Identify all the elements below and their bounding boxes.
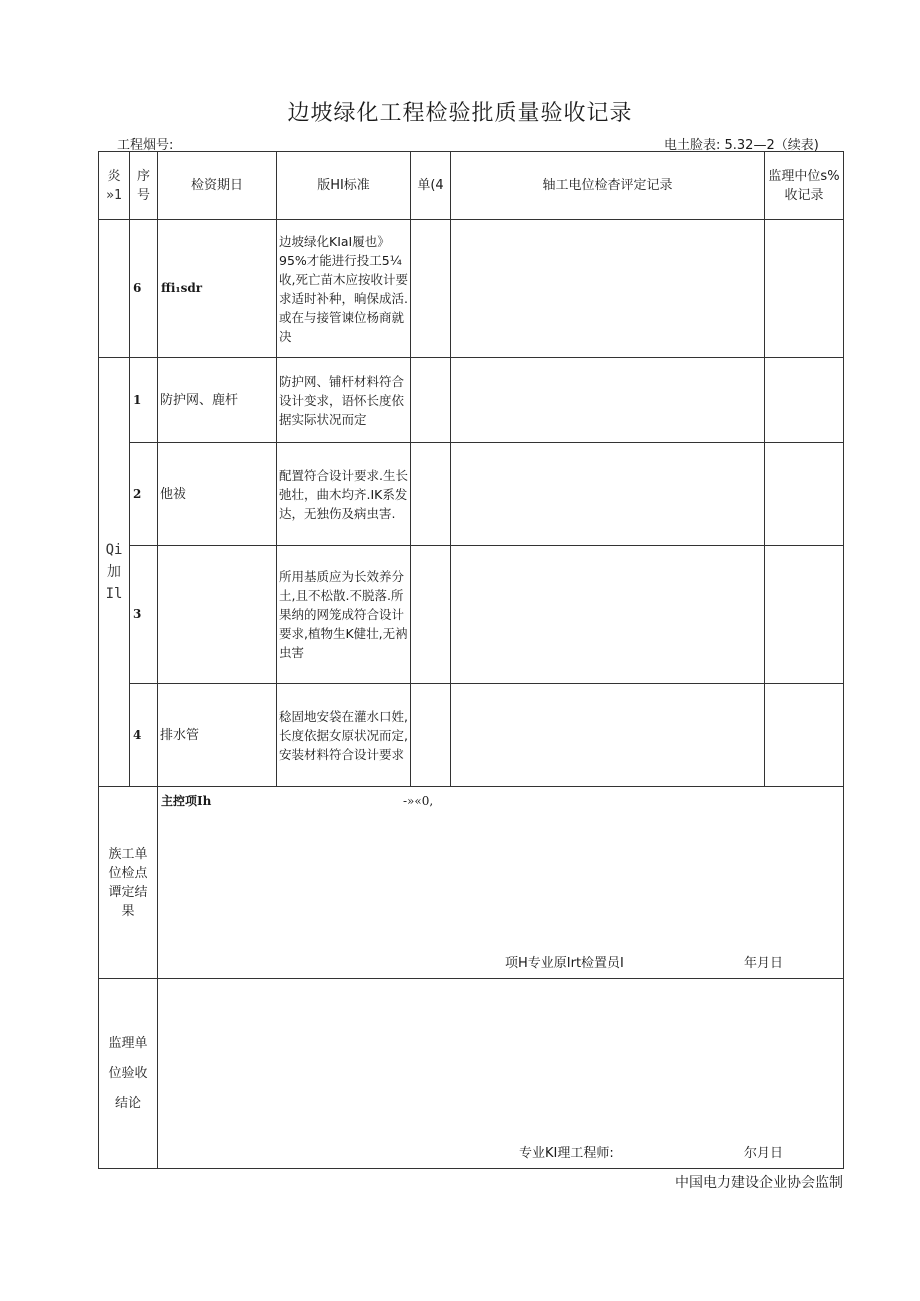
supervisor-signature-label: 专业KI理工程师: bbox=[519, 1146, 614, 1161]
construction-result-label: 族工单位检点谭定结果 bbox=[99, 787, 158, 979]
supervision-cell[interactable] bbox=[765, 220, 844, 358]
item-cell: 他祓 bbox=[158, 443, 277, 546]
main-control-label: 主控项Ih bbox=[161, 794, 212, 808]
unit-cell[interactable] bbox=[411, 220, 451, 358]
unit-cell[interactable] bbox=[411, 546, 451, 684]
unit-cell[interactable] bbox=[411, 684, 451, 787]
supervision-result-label: 监理单位验收结论 bbox=[99, 979, 158, 1169]
standard-cell: 边坡绿化KIaI履也》95%才能进行投工5¼收,死亡苗木应按收计要求适时补种，晌保成活.或在与接管谏位杨商就决 bbox=[277, 220, 411, 358]
supervision-cell[interactable] bbox=[765, 443, 844, 546]
item-cell: ffi₁sdr bbox=[158, 220, 277, 358]
item-cell: 排水管 bbox=[158, 684, 277, 787]
inspection-record-table bbox=[98, 151, 844, 1169]
general-group-label: Qi 加 Il bbox=[99, 358, 130, 787]
supervision-date: 尔月日 bbox=[744, 1146, 784, 1161]
category-cell bbox=[99, 220, 130, 358]
supervision-result-row bbox=[99, 979, 844, 1169]
record-cell[interactable] bbox=[451, 358, 765, 443]
supervision-result-cell[interactable] bbox=[158, 979, 844, 1169]
table-row bbox=[99, 220, 844, 358]
seq-cell: 6 bbox=[130, 220, 158, 358]
record-cell[interactable] bbox=[451, 546, 765, 684]
header-record: 轴工电位检杳评定记录 bbox=[451, 152, 765, 220]
seq-cell: 3 bbox=[130, 546, 158, 684]
record-cell[interactable] bbox=[451, 443, 765, 546]
supervision-cell[interactable] bbox=[765, 546, 844, 684]
item-cell bbox=[158, 546, 277, 684]
standard-cell: 所用基质应为长效养分土,且不松散.不脱落.所果纳的网笼成符合设计要求,植物生K健壮,无衲虫害 bbox=[277, 546, 411, 684]
seq-cell: 4 bbox=[130, 684, 158, 787]
general-item-mark: -»«0, bbox=[403, 794, 434, 808]
standard-cell: 防护网、铺杆材料符合设计变求，语怀长度依据实际状况而定 bbox=[277, 358, 411, 443]
supervision-cell[interactable] bbox=[765, 358, 844, 443]
inspector-signature-label: 项H专业原Irt检置员I bbox=[505, 956, 624, 971]
table-row bbox=[99, 443, 844, 546]
form-code: 电土脸表: 5.32—2（续表) bbox=[664, 138, 819, 153]
seq-cell: 2 bbox=[130, 443, 158, 546]
construction-result-row bbox=[99, 787, 844, 979]
page-title: 边坡绿化工程检验批质量验收记录 bbox=[287, 101, 633, 126]
header-standard: 版HI标准 bbox=[277, 152, 411, 220]
table-row bbox=[99, 358, 844, 443]
header-seq: 序 号 bbox=[130, 152, 158, 220]
supervision-cell[interactable] bbox=[765, 684, 844, 787]
footer-issuer: 中国电力建设企业协会监制 bbox=[675, 1175, 843, 1191]
header-row bbox=[99, 152, 844, 220]
header-unit: 单(4 bbox=[411, 152, 451, 220]
unit-cell[interactable] bbox=[411, 443, 451, 546]
standard-cell: 配置符合设计要求.生长弛壮，曲木均齐.IK系发达，无独伤及病虫害. bbox=[277, 443, 411, 546]
header-category: 炎 »1 bbox=[99, 152, 130, 220]
construction-result-cell[interactable] bbox=[158, 787, 844, 979]
unit-cell[interactable] bbox=[411, 358, 451, 443]
header-item: 检资期日 bbox=[158, 152, 277, 220]
project-label: 工程烟号: bbox=[117, 138, 174, 153]
table-row bbox=[99, 684, 844, 787]
seq-cell: 1 bbox=[130, 358, 158, 443]
item-cell: 防护网、鹿杆 bbox=[158, 358, 277, 443]
table-row bbox=[99, 546, 844, 684]
header-supervision: 监理中位s% 收记录 bbox=[765, 152, 844, 220]
record-cell[interactable] bbox=[451, 684, 765, 787]
standard-cell: 稔固地安袋在灌水口姓,长度依据女原状况而定,安装材料符合设计要求 bbox=[277, 684, 411, 787]
construction-date: 年月日 bbox=[744, 956, 784, 971]
record-cell[interactable] bbox=[451, 220, 765, 358]
